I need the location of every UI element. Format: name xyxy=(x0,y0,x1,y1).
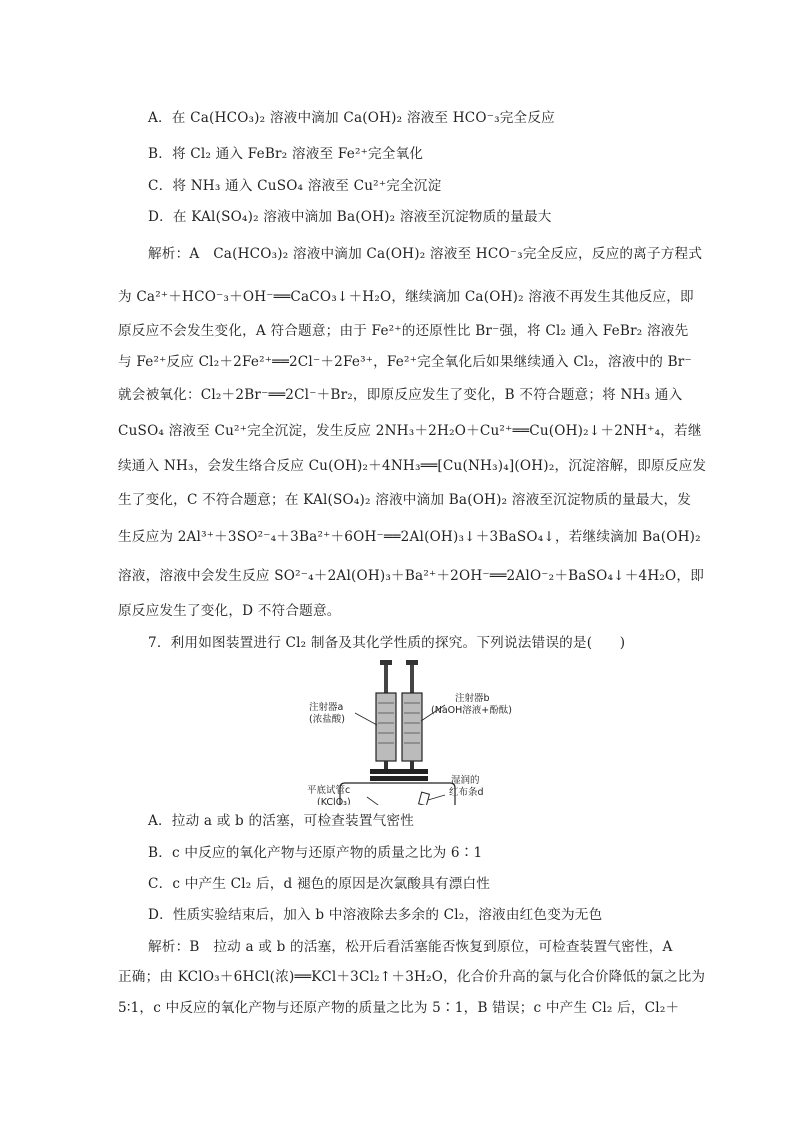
q7-option-b: B．c 中反应的氧化产物与还原产物的质量之比为 6∶1 xyxy=(148,845,483,861)
q7-option-c: C．c 中产生 Cl₂ 后，d 褪色的原因是次氯酸具有漂白性 xyxy=(148,876,491,892)
analysis-line: CuSO₄ 溶液至 Cu²⁺完全沉淀，发生反应 2NH₃＋2H₂O＋Cu²⁺══Cu(OH)₂↓＋2NH⁺₄，若继 xyxy=(118,423,702,439)
q7-analysis-line: 5∶1，c 中反应的氧化产物与还原产物的质量之比为 5∶1，B 错误；c 中产生 Cl₂ 后，Cl₂＋ xyxy=(118,1000,680,1016)
q7-option-d: D．性质实验结束后，加入 b 中溶液除去多余的 Cl₂，溶液由红色变为无色 xyxy=(148,907,603,923)
analysis-line: 生反应为 2Al³⁺＋3SO²⁻₄＋3Ba²⁺＋6OH⁻══2Al(OH)₃↓＋3BaSO₄↓，若继续滴加 Ba(OH)₂ xyxy=(118,529,701,545)
option-c: C．将 NH₃ 通入 CuSO₄ 溶液至 Cu²⁺完全沉淀 xyxy=(148,178,442,194)
cloth-d-sublabel: 红布条d xyxy=(449,787,484,798)
analysis-line: 生了变化，C 不符合题意；在 KAl(SO₄)₂ 溶液中滴加 Ba(OH)₂ 溶液至沉淀物质的量最大，发 xyxy=(118,492,692,508)
syringe-a xyxy=(376,660,396,771)
analysis-line: 解析：A Ca(HCO₃)₂ 溶液中滴加 Ca(OH)₂ 溶液至 HCO⁻₃完全反应，反应的离子方程式 xyxy=(148,246,703,262)
syringe-b-label: 注射器b xyxy=(455,693,490,704)
option-b: B．将 Cl₂ 通入 FeBr₂ 溶液至 Fe²⁺完全氧化 xyxy=(148,146,424,162)
analysis-line: 与 Fe²⁺反应 Cl₂＋2Fe²⁺══2Cl⁻＋2Fe³⁺，Fe²⁺完全氧化后如果继续通入 Cl₂，溶液中的 Br⁻ xyxy=(118,354,692,370)
red-cloth-strip xyxy=(419,792,430,805)
option-d: D．在 KAl(SO₄)₂ 溶液中滴加 Ba(OH)₂ 溶液至沉淀物质的量最大 xyxy=(148,209,552,225)
analysis-line: 续通入 NH₃，会发生络合反应 Cu(OH)₂＋4NH₃══[Cu(NH₃)₄](OH)₂，沉淀溶解，即原反应发 xyxy=(118,458,707,474)
analysis-line: 就会被氧化：Cl₂＋2Br⁻══2Cl⁻＋Br₂，即原反应发生了变化，B 不符合题意；将 NH₃ 通入 xyxy=(118,387,683,403)
flat-bottom-tube xyxy=(340,783,455,805)
q7-analysis-line: 解析：B 拉动 a 或 b 的活塞，松开后看活塞能否恢复到原位，可检查装置气密性，A xyxy=(148,939,673,955)
apparatus-diagram xyxy=(305,655,545,805)
q7-option-a: A．拉动 a 或 b 的活塞，可检查装置气密性 xyxy=(148,813,415,829)
q7-analysis-line: 正确；由 KClO₃＋6HCl(浓)══KCl＋3Cl₂↑＋3H₂O，化合价升高的氯与化合价降低的氯之比为 xyxy=(118,969,706,985)
syringe-a-label: 注射器a xyxy=(309,702,344,713)
question-7-stem: 7．利用如图装置进行 Cl₂ 制备及其化学性质的探究。下列说法错误的是( ) xyxy=(148,635,626,651)
cloth-d-label: 湿润的 xyxy=(451,775,480,786)
analysis-line: 原反应不会发生变化，A 符合题意；由于 Fe²⁺的还原性比 Br⁻强，将 Cl₂ 通入 FeBr₂ 溶液先 xyxy=(118,323,689,339)
syringe-b xyxy=(402,660,422,771)
tube-c-label: 平底试管c xyxy=(307,785,351,796)
analysis-line: 原反应发生了变化，D 不符合题意。 xyxy=(118,603,341,619)
syringe-a-sublabel: (浓盐酸) xyxy=(309,714,345,725)
analysis-line: 为 Ca²⁺＋HCO⁻₃＋OH⁻══CaCO₃↓＋H₂O，继续滴加 Ca(OH)₂ 溶液不再发生其他反应，即 xyxy=(118,289,694,305)
syringe-b-sublabel: (NaOH溶液+酚酞) xyxy=(431,705,512,716)
stopper xyxy=(370,769,428,774)
analysis-line: 溶液，溶液中会发生反应 SO²⁻₄＋2Al(OH)₃＋Ba²⁺＋2OH⁻══2AlO⁻₂＋BaSO₄↓＋4H₂O，即 xyxy=(118,568,704,584)
option-a: A．在 Ca(HCO₃)₂ 溶液中滴加 Ca(OH)₂ 溶液至 HCO⁻₃完全反应 xyxy=(148,110,555,126)
tube-c-sublabel: (KClO₃) xyxy=(317,797,351,805)
